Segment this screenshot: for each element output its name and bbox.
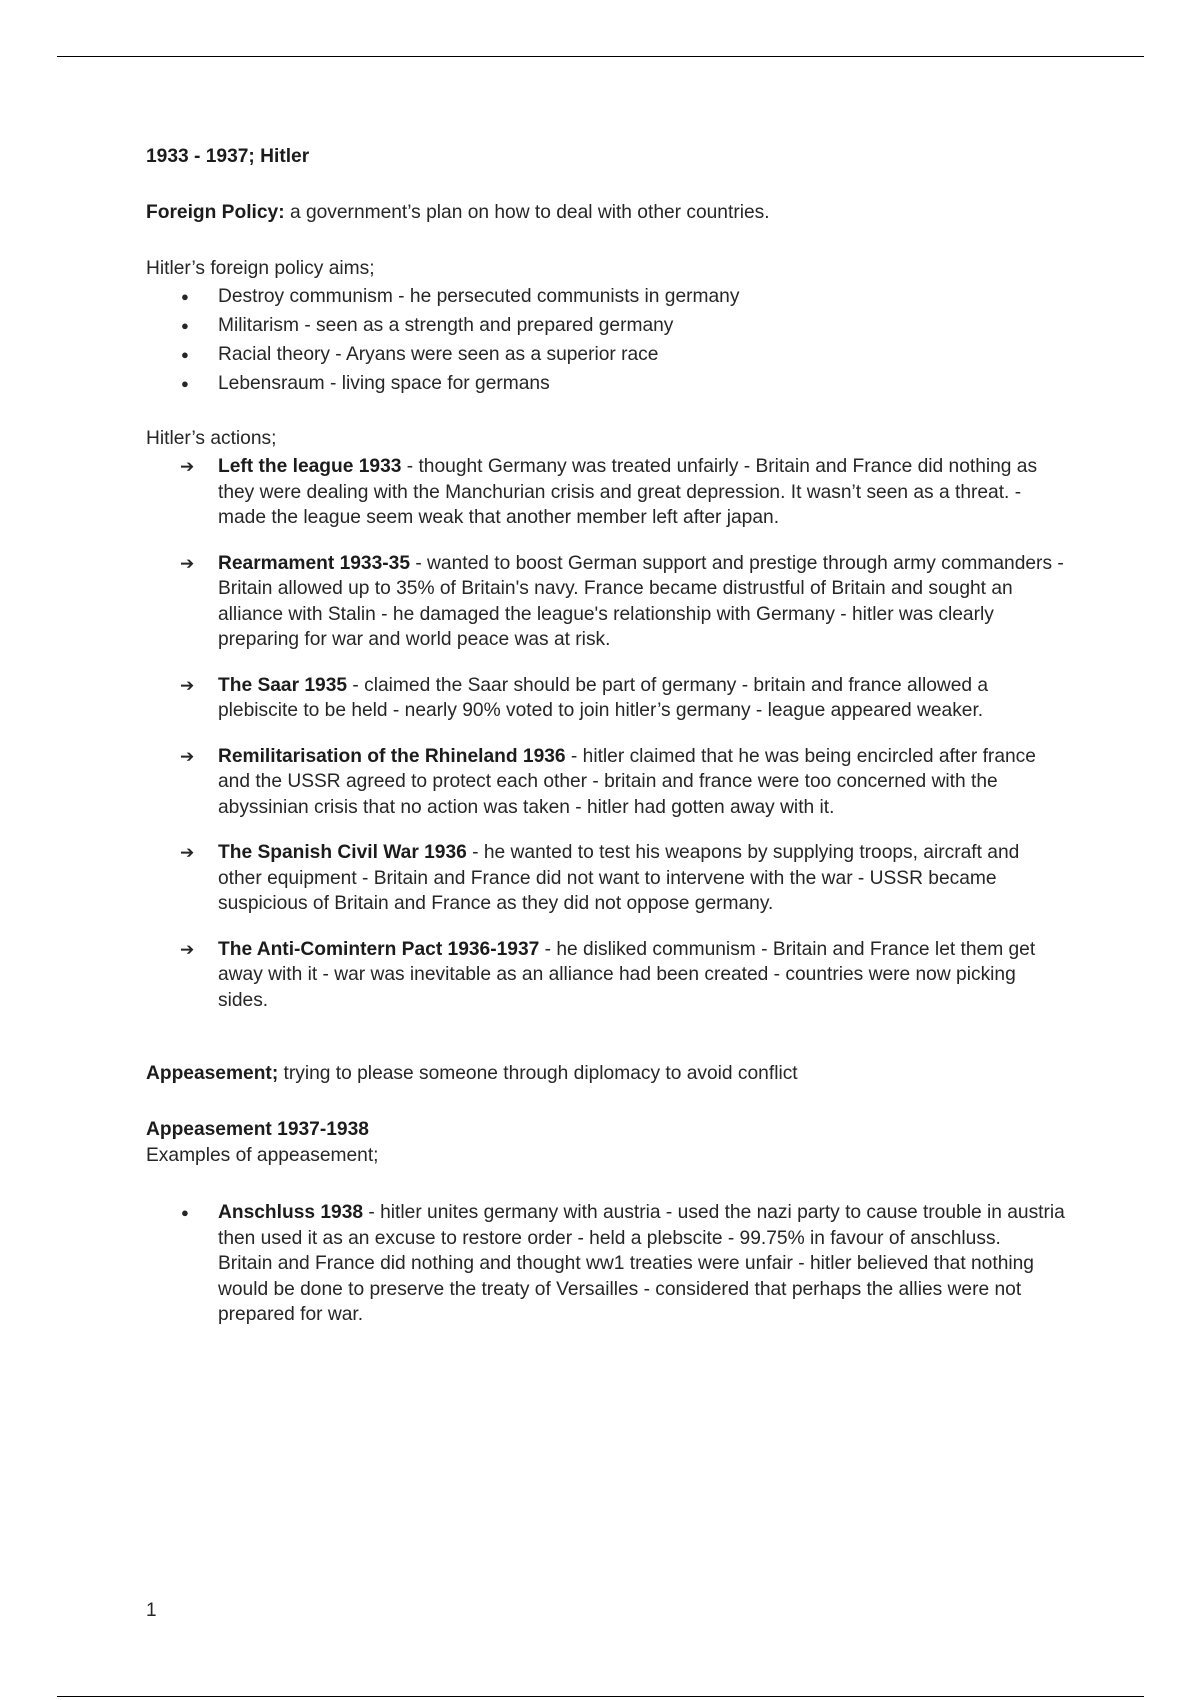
action-heading: Rearmament 1933-35	[218, 552, 410, 574]
actions-list	[146, 454, 1066, 1013]
action-heading: The Anti-Comintern Pact 1936-1937	[218, 938, 540, 960]
appeasement-text: trying to please someone through diplomacy to avoid conflict	[278, 1063, 798, 1084]
foreign-policy-definition	[146, 200, 1066, 226]
arrow-icon: ➔	[180, 939, 195, 959]
aims-list	[146, 282, 1066, 398]
examples-list	[146, 1200, 1066, 1328]
anschluss-text-continued: Britain and France did nothing and thought ww1 treaties were unfair - hitler believed that nothing would be done to preserve the treaty of Versailles - considered that perhaps the allies were not prepared for war.	[218, 1253, 1034, 1325]
appeasement-heading: Appeasement 1937-1938	[146, 1119, 369, 1140]
arrow-icon: ➔	[180, 843, 195, 862]
examples-intro: Examples of appeasement;	[146, 1145, 379, 1166]
appeasement-definition	[146, 1061, 1066, 1087]
page-title: 1933 - 1937; Hitler	[146, 146, 310, 167]
action-heading: Remilitarisation of the Rhineland 1936	[218, 745, 566, 767]
arrow-icon: ➔	[180, 675, 195, 695]
top-rule	[57, 56, 1144, 57]
document-body	[146, 144, 1066, 1328]
action-text: - thought Germany was treated unfairly - Britain and France did nothing as they were dealing with the Manchurian crisis and great depression. It wasn’t seen as a threat. - made the league seem weak that another member left after japan.	[218, 456, 1038, 528]
list-item: ● Destroy communism - he persecuted communists in germany	[146, 282, 1066, 311]
foreign-policy-term: Foreign Policy:	[146, 202, 285, 223]
action-item	[146, 744, 1066, 821]
actions-intro: Hitler’s actions;	[146, 428, 277, 449]
action-heading: Left the league 1933	[218, 456, 402, 477]
aims-intro: Hitler’s foreign policy aims;	[146, 258, 375, 279]
anschluss-heading: Anschluss 1938	[218, 1202, 364, 1223]
action-text: - he wanted to test his weapons by supplying troops, aircraft and other equipment - Britain and France did not want to intervene with the war - USSR became suspicious of Britain and France as they did not oppose germany.	[218, 842, 1020, 914]
action-text: - claimed the Saar should be part of germany - britain and france allowed a plebiscite to be held - nearly 90% voted to join hitler’s germany - league appeared weaker.	[218, 674, 989, 721]
anschluss-text: - hitler unites germany with austria - used the nazi party to cause trouble in austria then used it as an excuse to restore order - held a plebscite - 99.75% in favour of anschluss.	[218, 1202, 1065, 1249]
action-text: - he disliked communism - Britain and France let them get away with it - war was inevitable as an alliance had been created - countries were now picking sides.	[218, 938, 1036, 1011]
action-text: - wanted to boost German support and prestige through army commanders - Britain allowed up to 35% of Britain's navy. France became distrustful of Britain and sought an alliance with Stalin - he damaged the league's relationship with Germany - hitler was clearly preparing for war and world peace was at risk.	[218, 552, 1064, 650]
action-text: - hitler claimed that he was being encircled after france and the USSR agreed to protect each other - britain and france were too concerned with the abyssinian crisis that no action was taken - hitler had gotten away with it.	[218, 745, 1036, 818]
appeasement-term: Appeasement;	[146, 1063, 279, 1084]
action-heading: The Saar 1935	[218, 674, 348, 696]
action-item	[146, 937, 1066, 1014]
arrow-icon: ➔	[180, 457, 195, 476]
list-item	[146, 1200, 1066, 1328]
arrow-icon: ➔	[180, 746, 195, 766]
action-item	[146, 551, 1066, 653]
page-number: 1	[146, 1600, 157, 1621]
action-item	[146, 840, 1066, 917]
foreign-policy-text: a government’s plan on how to deal with other countries.	[284, 202, 770, 223]
arrow-icon: ➔	[180, 553, 195, 573]
action-heading: The Spanish Civil War 1936	[218, 842, 467, 863]
action-item	[146, 454, 1066, 531]
list-item: ● Lebensraum - living space for germans	[146, 369, 1066, 398]
bottom-rule	[57, 1696, 1144, 1697]
action-item	[146, 673, 1066, 724]
list-item: ● Militarism - seen as a strength and prepared germany	[146, 311, 1066, 340]
list-item: ● Racial theory - Aryans were seen as a superior race	[146, 340, 1066, 369]
